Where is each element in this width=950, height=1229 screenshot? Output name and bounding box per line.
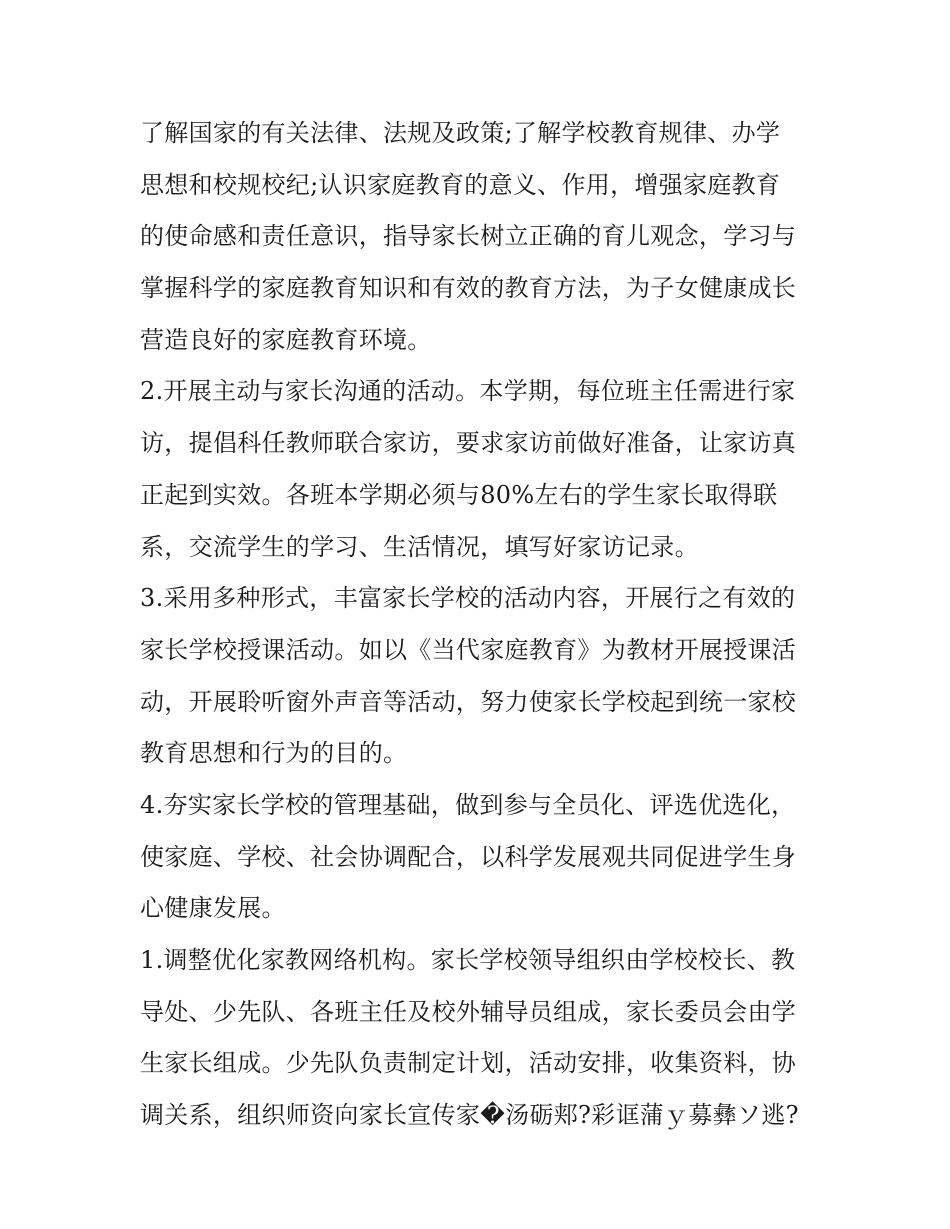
text-line: 的使命感和责任意识，指导家长树立正确的育儿观念，学习与 [140, 222, 797, 251]
text-line: 了解国家的有关法律、法规及政策;了解学校教育规律、办学 [140, 119, 781, 147]
text-line: 营造良好的家庭教育环境。 [140, 325, 432, 354]
document-body [140, 108, 820, 1142]
text-line: 1.调整优化家教网络机构。家长学校领导组织由学校校长、教 [140, 946, 796, 974]
text-line: 导处、少先队、各班主任及校外辅导员组成，家长委员会由学 [140, 997, 797, 1026]
text-line: 使家庭、学校、社会协调配合，以科学发展观共同促进学生身 [140, 842, 797, 871]
text-line: 调关系，组织师资向家长宣传家�汤砺郏?彩诓蒲ｙ募彝ソ逃? [140, 1101, 799, 1130]
text-line: 家长学校授课活动。如以《当代家庭教育》为教材开展授课活 [140, 635, 797, 664]
text-line: 2.开展主动与家长沟通的活动。本学期，每位班主任需进行家 [140, 377, 796, 406]
text-line: 教育思想和行为的目的。 [140, 739, 408, 768]
text-line: 生家长组成。少先队负责制定计划，活动安排，收集资料，协 [140, 1049, 797, 1078]
text-line: 动，开展聆听窗外声音等活动，努力使家长学校起到统一家校 [140, 687, 797, 716]
text-line: 3.采用多种形式，丰富家长学校的活动内容，开展行之有效的 [140, 584, 796, 613]
text-line: 正起到实效。各班本学期必须与80%左右的学生家长取得联 [140, 480, 778, 509]
text-line: 访，提倡科任教师联合家访，要求家访前做好准备，让家访真 [140, 429, 797, 458]
text-line: 4.夯实家长学校的管理基础，做到参与全员化、评选优选化， [140, 790, 796, 819]
text-line: 系，交流学生的学习、生活情况，填写好家访记录。 [140, 532, 699, 561]
text-line: 心健康发展。 [140, 894, 286, 923]
text-line: 掌握科学的家庭教育知识和有效的教育方法，为子女健康成长 [140, 274, 797, 303]
text-line: 思想和校规校纪;认识家庭教育的意义、作用，增强家庭教育 [140, 170, 781, 199]
